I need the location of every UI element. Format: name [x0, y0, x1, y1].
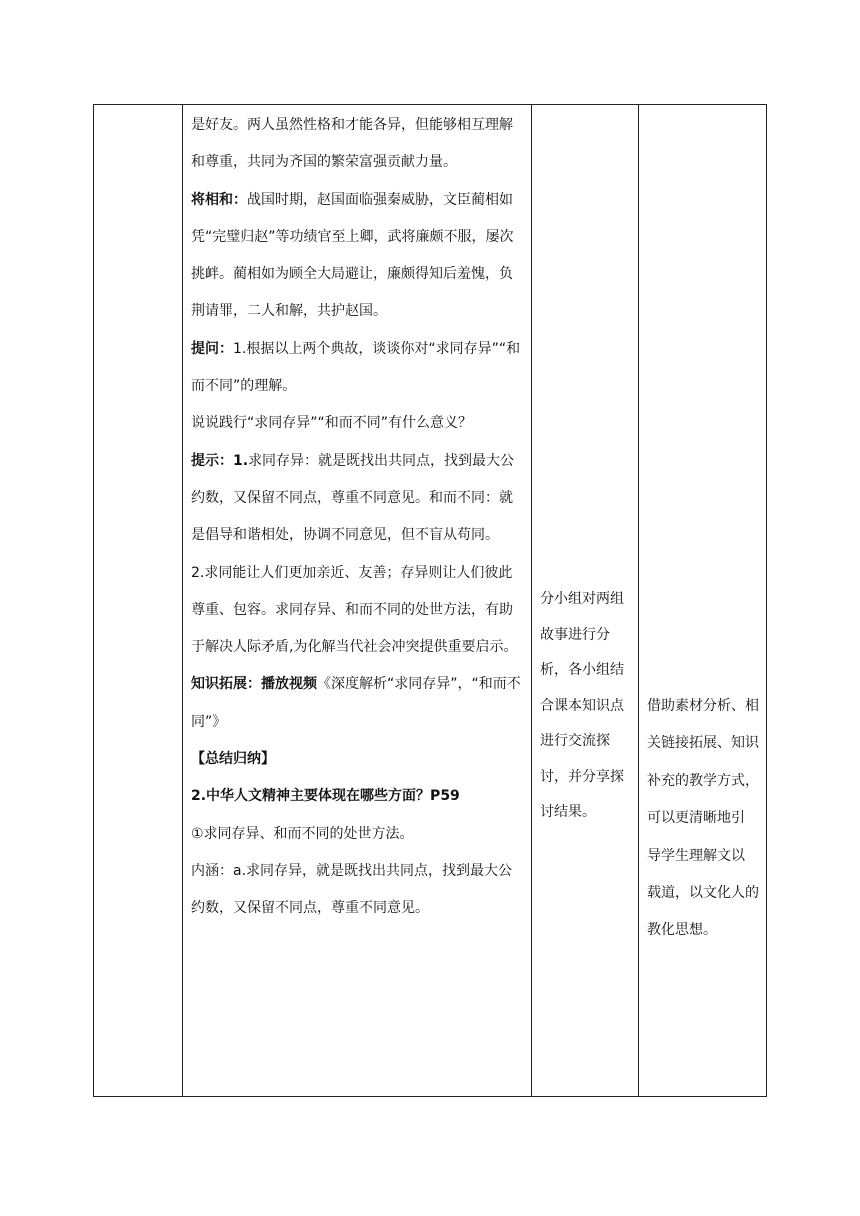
content-line: [191, 890, 531, 927]
student-activity-line: 合课本知识点: [540, 697, 624, 714]
content-line-text: 《深度解析“求同存异”，“和而不: [317, 676, 521, 693]
student-activity-line: 讨，并分享探: [540, 768, 624, 785]
content-line-text: 凭“完璧归赵”等功绩官至上卿，武将廉颇不服，屡次: [191, 228, 514, 245]
content-line-text: 说说践行“求同存异”“和而不同”有什么意义？: [191, 415, 473, 432]
design-intent-cell: [639, 688, 767, 950]
content-line-text: 是倡导和谐相处，协调不同意见，但不盲从苟同。: [191, 527, 499, 544]
content-line-text: 尊重、包容。求同存异、和而不同的处世方法，有助: [191, 601, 513, 618]
content-line-text: 1.根据以上两个典故，谈谈你对“求同存异”“和: [233, 340, 521, 357]
design-intent-line: 借助素材分析、相: [647, 698, 759, 714]
content-line-text: 荆请罪，二人和解，共护赵国。: [191, 303, 387, 320]
content-line: [191, 144, 531, 181]
content-line-text: 于解决人际矛盾,为化解当代社会冲突提供重要启示。: [191, 639, 518, 656]
content-line-text: 挑衅。蔺相如为顾全大局避让，廉颇得知后羞愧，负: [191, 266, 513, 283]
content-line: [191, 704, 531, 741]
student-activity-line: 故事进行分: [540, 626, 610, 643]
content-line: [191, 666, 531, 703]
content-line: [191, 443, 531, 480]
content-line-text: 求同存异：就是既找出共同点，找到最大公: [248, 452, 515, 469]
student-activity-cell: [532, 582, 638, 831]
content-line: [191, 480, 531, 517]
design-intent-line: 教化思想。: [647, 922, 717, 939]
content-line-bold: 将相和：: [191, 191, 247, 208]
content-line: [191, 517, 531, 554]
content-line-bold: 提示：1.: [191, 452, 249, 469]
design-intent-line: 补充的教学方式，: [647, 772, 759, 789]
design-intent-line: 关链接拓展、知识: [647, 735, 759, 752]
content-line-text: ①求同存异、和而不同的处世方法。: [191, 825, 414, 842]
content-line-text: 2.求同能让人们更加亲近、友善；存异则让人们彼此: [191, 564, 513, 581]
teaching-content-cell: [183, 107, 531, 928]
content-line: [191, 219, 531, 256]
content-line: [191, 405, 531, 442]
student-activity-line: 分小组对两组: [540, 591, 624, 607]
content-line: [191, 741, 531, 778]
content-line: [191, 778, 531, 815]
content-line-bold: 知识拓展：播放视频: [191, 676, 317, 693]
content-line: [191, 331, 531, 368]
content-line-text: 是好友。两人虽然性格和才能各异，但能够相互理解: [191, 117, 513, 133]
content-line-text: 和尊重，共同为齐国的繁荣富强贡献力量。: [191, 154, 457, 171]
content-line-bold: 【总结归纳】: [191, 751, 275, 768]
content-line-text: 战国时期，赵国面临强秦威胁，文臣蔺相如: [247, 191, 513, 208]
content-line: [191, 592, 531, 629]
content-line: [191, 816, 531, 853]
content-line: [191, 256, 531, 293]
content-line: [191, 107, 531, 144]
content-line: [191, 293, 531, 330]
student-activity-line: 析，各小组结: [540, 662, 624, 678]
content-line-bold: 提问：: [191, 340, 233, 357]
design-intent-line: 导学生理解文以: [647, 847, 745, 864]
content-line-text: 约数，又保留不同点，尊重不同意见。: [191, 900, 429, 917]
content-line-text: 同”》: [191, 713, 227, 730]
content-line-bold: 2.中华人文精神主要体现在哪些方面？P59: [191, 788, 460, 805]
content-line: [191, 853, 531, 890]
design-intent-line: 可以更清晰地引: [647, 810, 745, 827]
content-line: [191, 629, 531, 666]
content-line: [191, 368, 531, 405]
content-line: [191, 555, 531, 592]
student-activity-line: 讨结果。: [540, 804, 596, 820]
content-line-text: 内涵：a.求同存异，就是既找出共同点，找到最大公: [191, 862, 513, 879]
content-line-text: 而不同”的理解。: [191, 378, 297, 395]
design-intent-line: 载道，以文化人的: [647, 884, 759, 901]
content-line: [191, 182, 531, 219]
student-activity-line: 进行交流探: [540, 733, 610, 749]
content-line-text: 约数，又保留不同点，尊重不同意见。和而不同：就: [191, 489, 513, 506]
lesson-table: [93, 104, 767, 1097]
